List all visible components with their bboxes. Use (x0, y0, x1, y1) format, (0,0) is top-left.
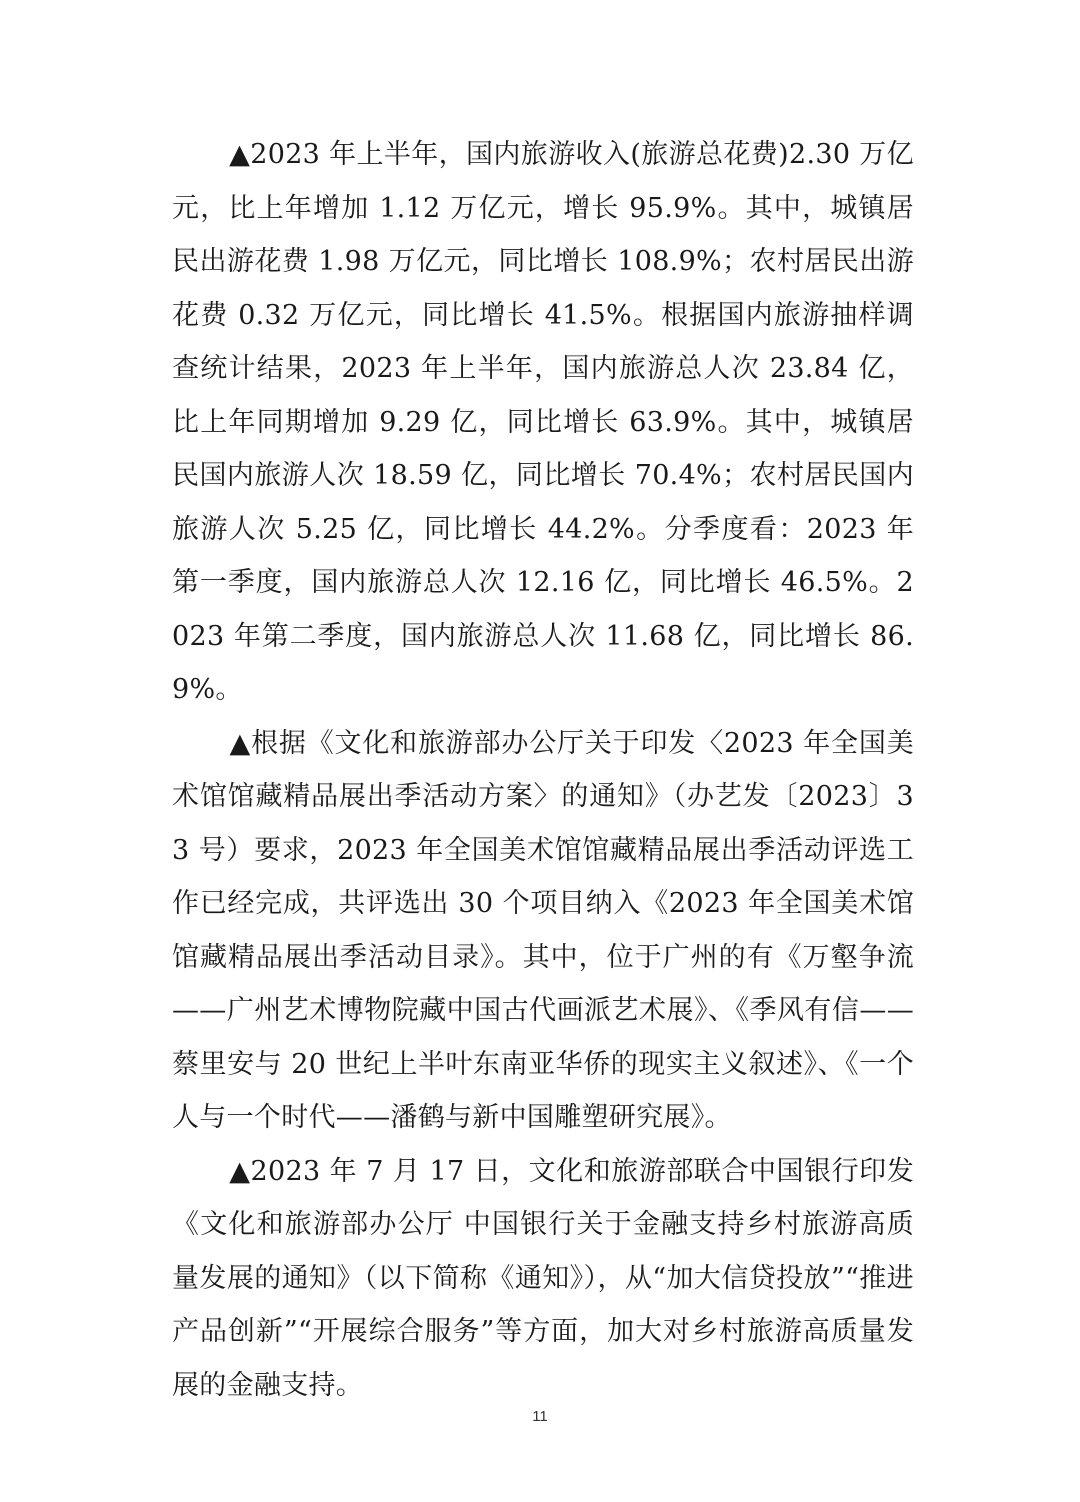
document-body (172, 128, 914, 1412)
paragraph-rural-tourism-finance (172, 1145, 914, 1413)
page-number: 11 (532, 1408, 548, 1425)
paragraph-text: ▲根据《文化和旅游部办公厅关于印发〈2023 年全国美术馆馆藏精品展出季活动方案〉的通知》（办艺发〔2023〕33 号）要求，2023 年全国美术馆馆藏精品展出季活动评选工作已经完成，共评选出 30 个项目纳入《2023 年全国美术馆馆藏精品展出季活动目录》。其中，位于广州的有《万壑争流——广州艺术博物院藏中国古代画派艺术展》、《季风有信——蔡里安与 20 世纪上半叶东南亚华侨的现实主义叙述》、《一个人与一个时代——潘鹤与新中国雕塑研究展》。 (172, 727, 914, 1133)
paragraph-text: ▲2023 年 7 月 17 日，文化和旅游部联合中国银行印发《文化和旅游部办公厅 中国银行关于金融支持乡村旅游高质量发展的通知》（以下简称《通知》），从“加大信贷投放”“推进产品创新”“开展综合服务”等方面，加大对乡村旅游高质量发展的金融支持。 (172, 1155, 914, 1401)
paragraph-text: ▲2023 年上半年，国内旅游收入(旅游总花费)2.30 万亿元，比上年增加 1.12 万亿元，增长 95.9%。其中，城镇居民出游花费 1.98 万亿元，同比增长 108.9%；农村居民出游花费 0.32 万亿元，同比增长 41.5%。根据国内旅游抽样调查统计结果，2023 年上半年，国内旅游总人次 23.84 亿，比上年同期增加 9.29 亿，同比增长 63.9%。其中，城镇居民国内旅游人次 18.59 亿，同比增长 70.4%；农村居民国内旅游人次 5.25 亿，同比增长 44.2%。分季度看：2023 年第一季度，国内旅游总人次 12.16 亿，同比增长 46.5%。2023 年第二季度，国内旅游总人次 11.68 亿，同比增长 86.9%。 (172, 139, 914, 705)
paragraph-tourism-revenue (172, 128, 914, 717)
paragraph-art-museum-exhibitions (172, 717, 914, 1145)
